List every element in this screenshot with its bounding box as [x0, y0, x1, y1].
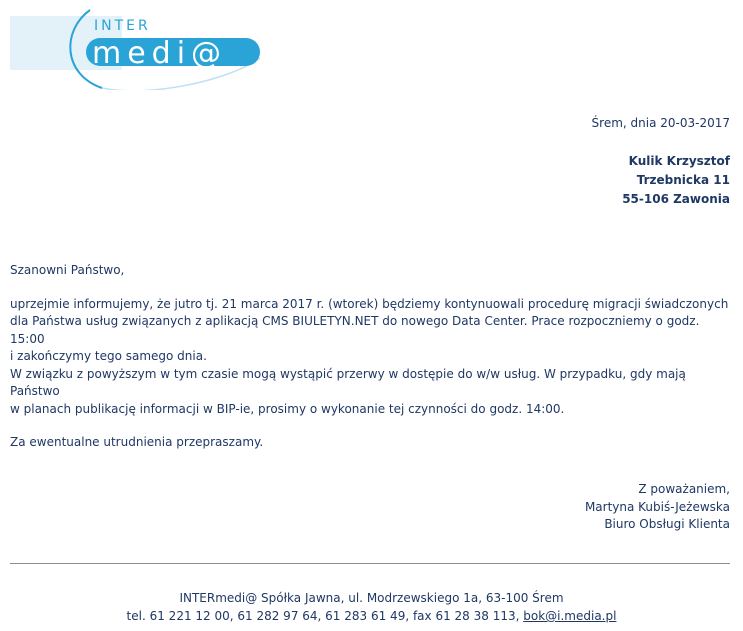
- letter-date: Śrem, dnia 20-03-2017: [591, 116, 730, 130]
- footer-contact-line: [0, 607, 743, 625]
- signature-closing: Z poważaniem,: [638, 482, 730, 496]
- recipient-address: [622, 152, 730, 209]
- paragraph-1-line-1: uprzejmie informujemy, że jutro tj. 21 marca 2017 r. (wtorek) będziemy kontynuowali procedurę migracji świadczonych: [10, 296, 729, 311]
- apology: Za ewentualne utrudnienia przepraszamy.: [10, 435, 264, 449]
- footer: [0, 589, 743, 625]
- intermedia-logo: [10, 8, 280, 90]
- footer-company-address: INTERmedi@ Spółka Jawna, ul. Modrzewskiego 1a, 63-100 Śrem: [179, 591, 564, 605]
- recipient-street: Trzebnicka 11: [636, 173, 730, 187]
- paragraph-2-line-2: w planach publikację informacji w BIP-ie, prosimy o wykonanie tej czynności do godz. 14:00.: [10, 401, 565, 416]
- paragraph-1-line-3: i zakończymy tego samego dnia.: [10, 349, 207, 363]
- paragraph-2-line-1: W związku z powyższym w tym czasie mogą wystąpić przerwy w dostępie do w/w usług. W przypadku, gdy mają Państwo: [10, 366, 686, 398]
- signature-department: Biuro Obsługi Klienta: [604, 517, 730, 531]
- logo-main-text: medi@: [92, 36, 228, 71]
- footer-email-link[interactable]: bok@i.media.pl: [523, 609, 617, 623]
- logo-top-text: INTER: [94, 18, 151, 34]
- footer-divider: [10, 563, 730, 564]
- recipient-city: 55-106 Zawonia: [622, 192, 730, 206]
- salutation: Szanowni Państwo,: [10, 263, 125, 277]
- letter-body: [10, 262, 735, 452]
- footer-phones: tel. 61 221 12 00, 61 282 97 64, 61 283 61 49, fax 61 28 38 113,: [126, 609, 524, 623]
- signature-name: Martyna Kubiś-Jeżewska: [584, 499, 730, 514]
- signature-block: [585, 481, 730, 534]
- paragraph-1-line-2: dla Państwa usług związanych z aplikacją CMS BIULETYN.NET do nowego Data Center. Prace rozpoczniemy o godz. 15:00: [10, 314, 700, 346]
- recipient-name: Kulik Krzysztof: [628, 154, 730, 168]
